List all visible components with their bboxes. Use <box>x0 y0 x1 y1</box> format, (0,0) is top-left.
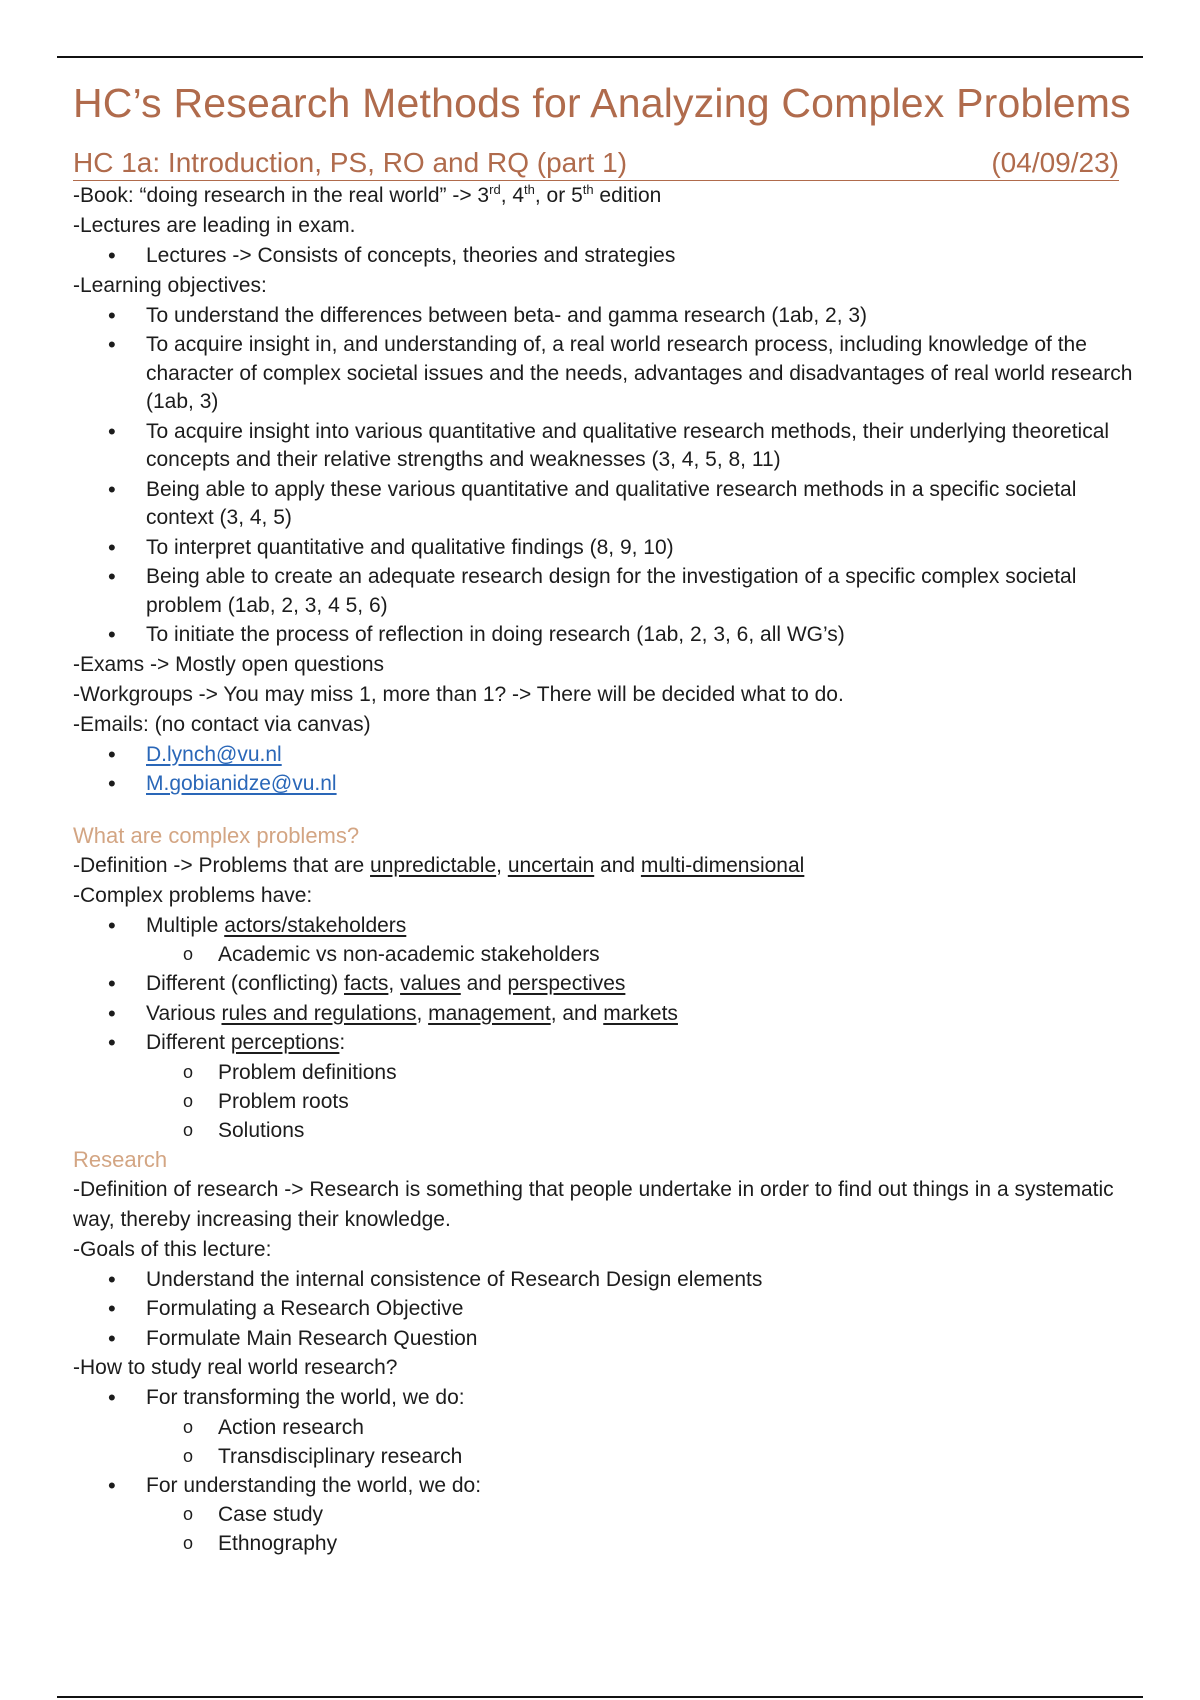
list-item: • Being able to apply these various quantitative and qualitative research methods in a specific societal context (3, 4, 5) <box>73 475 1133 533</box>
sub-list-item: o Transdisciplinary research <box>73 1442 1133 1471</box>
list-item: • To acquire insight into various quantitative and qualitative research methods, their underlying theoretical concepts and their relative strengths and weaknesses (3, 4, 5, 8, 11) <box>73 417 1133 475</box>
list-item: • To understand the differences between beta- and gamma research (1ab, 2, 3) <box>73 301 1133 331</box>
workgroups-line: -Workgroups -> You may miss 1, more than 1? -> There will be decided what to do. <box>73 682 844 706</box>
sub-list-item: o Problem definitions <box>73 1058 1133 1087</box>
list-item: • Lectures -> Consists of concepts, theories and strategies <box>73 241 1133 271</box>
complex-definition: -Definition -> Problems that are unpredictable, uncertain and multi-dimensional <box>73 853 805 877</box>
list-item: • To initiate the process of reflection in doing research (1ab, 2, 3, 6, all WG’s) <box>73 620 1133 650</box>
lectures-line: -Lectures are leading in exam. <box>73 214 356 237</box>
list-item: • Formulating a Research Objective <box>73 1294 1133 1324</box>
research-heading: Research <box>73 1146 168 1172</box>
bottom-rule <box>57 1696 1143 1698</box>
list-item <box>73 740 1133 770</box>
section-heading-text: HC 1a: Introduction, PS, RO and RQ (part 1) <box>73 147 628 178</box>
list-item: • Formulate Main Research Question <box>73 1324 1133 1354</box>
complex-list <box>73 911 1133 1145</box>
section-heading <box>73 146 1119 181</box>
sub-list-item: o Solutions <box>73 1116 1133 1145</box>
book-line: -Book: “doing research in the real world” -> 3rd, 4th, or 5th edition <box>73 182 662 207</box>
objectives-label: -Learning objectives: <box>73 273 267 297</box>
list-item: • Different (conflicting) facts, values and perspectives <box>73 969 1133 999</box>
sub-list-item: o Case study <box>73 1500 1133 1529</box>
how-list <box>73 1383 1133 1558</box>
list-item: • Multiple actors/stakeholders <box>73 911 1133 941</box>
research-definition: -Definition of research -> Research is something that people undertake in order to find out things in a systematic way, thereby increasing their knowledge. <box>73 1177 1114 1231</box>
sub-list-item: o Ethnography <box>73 1529 1133 1558</box>
how-label: -How to study real world research? <box>73 1356 398 1379</box>
document-content <box>73 76 1133 1558</box>
list-item: • To interpret quantitative and qualitative findings (8, 9, 10) <box>73 533 1133 563</box>
goals-list <box>73 1265 1133 1354</box>
list-item: • Different perceptions: <box>73 1028 1133 1058</box>
objectives-list <box>73 301 1133 650</box>
sub-list-item: o Problem roots <box>73 1087 1133 1116</box>
goals-label: -Goals of this lecture: <box>73 1237 272 1261</box>
list-item: • Being able to create an adequate research design for the investigation of a specific complex societal problem (1ab, 2, 3, 4 5, 6) <box>73 562 1133 620</box>
complex-have-label: -Complex problems have: <box>73 883 313 907</box>
email-link-lynch[interactable]: D.lynch@vu.nl <box>146 742 282 766</box>
complex-problems-heading: What are complex problems? <box>73 822 360 848</box>
emails-label: -Emails: (no contact via canvas) <box>73 712 371 736</box>
email-link-gobianidze[interactable]: M.gobianidze@vu.nl <box>146 772 337 795</box>
sub-list-item: o Academic vs non-academic stakeholders <box>73 940 1133 969</box>
list-item <box>73 769 1133 799</box>
list-item: • For transforming the world, we do: <box>73 1383 1133 1413</box>
list-item: • To acquire insight in, and understanding of, a real world research process, including knowledge of the character of complex societal issues and the needs, advantages and disadvantages of real world research (1ab, 3) <box>73 330 1133 417</box>
list-item: • Understand the internal consistence of Research Design elements <box>73 1265 1133 1295</box>
top-rule <box>57 56 1143 58</box>
list-item: • For understanding the world, we do: <box>73 1471 1133 1501</box>
section-date: (04/09/23) <box>991 147 1119 178</box>
lectures-list <box>73 241 1133 271</box>
emails-list <box>73 740 1133 799</box>
document-title: HC’s Research Methods for Analyzing Complex Problems <box>73 80 1131 126</box>
exams-line: -Exams -> Mostly open questions <box>73 652 385 676</box>
list-item: • Various rules and regulations, management, and markets <box>73 999 1133 1029</box>
sub-list-item: o Action research <box>73 1413 1133 1442</box>
